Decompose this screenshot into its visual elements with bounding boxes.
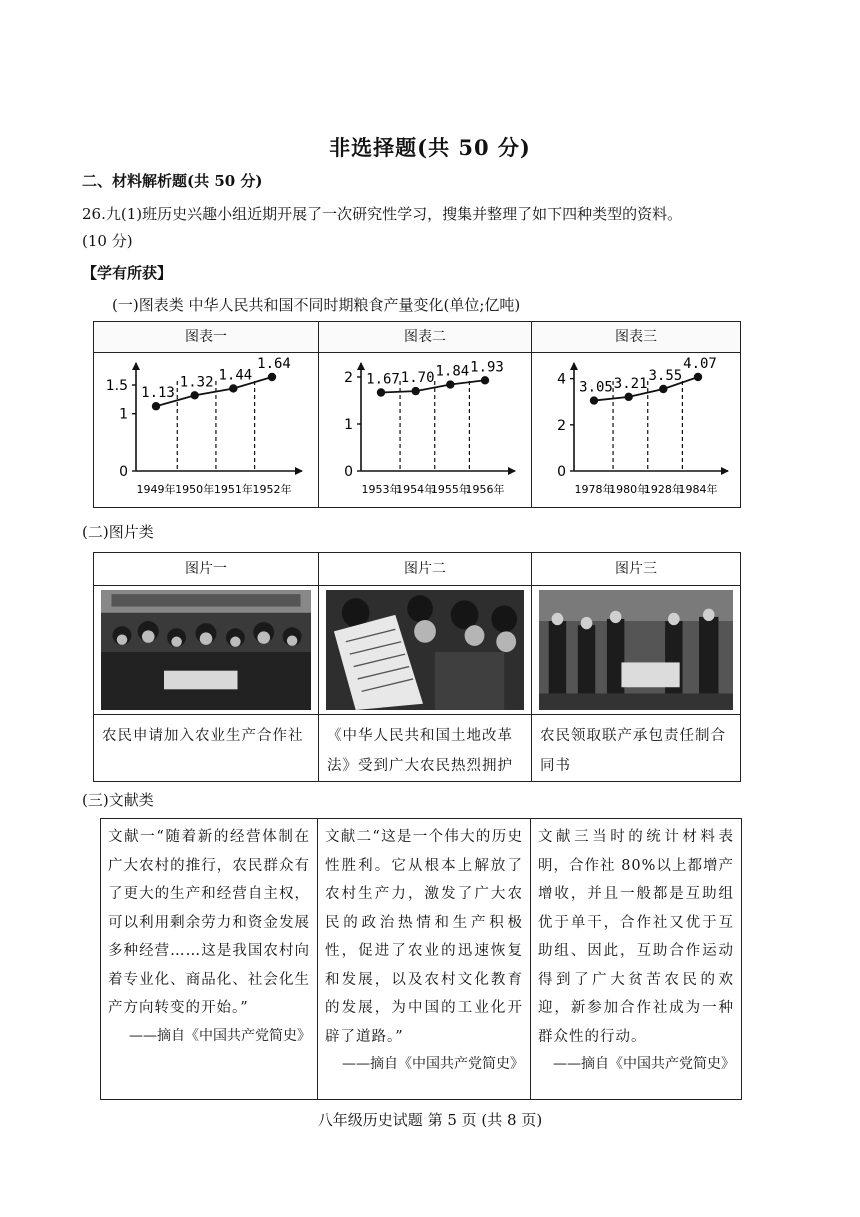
x-tick-label: 1952年 [252, 483, 292, 496]
y-tick-label: 1.5 [105, 378, 128, 395]
picture-header-1: 图片一 [185, 561, 227, 577]
line-chart-1 [94, 353, 316, 507]
data-label: 1.44 [218, 367, 253, 384]
x-axis-arrow [295, 467, 303, 475]
data-point [190, 391, 198, 399]
document-source-2: ——摘自《中国共产党简史》 [342, 1056, 524, 1072]
chart-cell-3 [532, 322, 741, 508]
y-tick-label: 1 [344, 417, 353, 433]
picture-frame-3 [532, 585, 740, 715]
line-chart-2 [319, 353, 529, 507]
x-tick-label: 1951年 [213, 483, 253, 496]
picture-caption-1: 农民申请加入农业生产合作社 [102, 728, 304, 744]
charts-table [93, 321, 741, 508]
x-tick-label: 1949年 [136, 483, 176, 496]
villagers-photo-icon [539, 590, 733, 710]
data-point [268, 373, 276, 381]
page-title: 非选择题(共 50 分) [329, 135, 531, 160]
data-point [624, 393, 632, 401]
picture-frame-2 [319, 585, 531, 715]
y-tick-label: 0 [344, 464, 353, 480]
data-point [377, 388, 385, 396]
data-point [481, 376, 489, 384]
data-label: 1.84 [435, 363, 470, 380]
x-tick-label: 1954年 [396, 483, 436, 496]
y-tick-label: 0 [119, 464, 128, 480]
y-tick-label: 2 [557, 417, 566, 434]
document-text-1: 文献一“随着新的经营体制在广大农村的推行，农民群众有了更大的生产和经营自主权，可以利用剩余劳力和资金发展多种经营……这是我国农村向着专业化、商品化、社会化生产方向转变的开始。” [108, 829, 310, 1016]
document-text-2: 文献二“这是一个伟大的历史性胜利。它从根本上解放了农村生产力，激发了广大农民的政治热情和生产积极性，促进了农业的迅速恢复和发展，以及农村文化教育的发展，为中国的工业化开辟了道路。” [325, 829, 523, 1045]
page-footer: 八年级历史试题 第 5 页 (共 8 页) [317, 1111, 543, 1129]
data-label: 1.70 [400, 370, 435, 387]
learn-heading: 【学有所获】 [82, 264, 173, 282]
y-axis-arrow [570, 362, 578, 370]
data-point [446, 380, 454, 388]
line-chart-3 [532, 353, 742, 507]
data-label: 3.21 [613, 375, 648, 392]
part1-heading: (一)图表类 中华人民共和国不同时期粮食产量变化(单位;亿吨) [112, 296, 521, 314]
picture-header-2: 图片二 [404, 561, 446, 577]
data-point [229, 384, 237, 392]
data-point [694, 373, 702, 381]
chart-header-1: 图表一 [94, 322, 318, 353]
data-label: 4.07 [683, 356, 717, 372]
x-axis-arrow [508, 467, 516, 475]
data-label: 3.55 [648, 368, 683, 385]
data-point [152, 402, 160, 410]
x-tick-label: 1956年 [465, 483, 505, 496]
chart-cell-1 [94, 322, 319, 508]
part3-heading: (三)文献类 [82, 791, 154, 809]
y-axis-arrow [357, 362, 365, 370]
picture-cell-2 [319, 553, 532, 782]
pictures-table [93, 552, 741, 782]
x-tick-label: 1928年 [643, 483, 683, 496]
section-heading: 二、材料解析题(共 50 分) [82, 172, 263, 190]
chart-header-3: 图表三 [532, 322, 740, 353]
x-tick-label: 1980年 [609, 483, 649, 496]
question-text: 26.九(1)班历史兴趣小组近期开展了一次研究性学习，搜集并整理了如下四种类型的资料。 [82, 205, 683, 223]
document-cell-3 [531, 819, 742, 1100]
data-point [659, 385, 667, 393]
chart-header-2: 图表二 [319, 322, 531, 353]
picture-cell-1 [94, 553, 319, 782]
y-axis-arrow [132, 362, 140, 370]
picture-cell-3 [532, 553, 741, 782]
data-label: 3.05 [579, 379, 613, 396]
x-axis-arrow [721, 467, 729, 475]
y-tick-label: 0 [557, 464, 566, 480]
y-tick-label: 4 [557, 371, 566, 388]
chart-cell-2 [319, 322, 532, 508]
crowd-photo-icon [101, 590, 311, 710]
data-point [590, 396, 598, 404]
data-point [411, 387, 419, 395]
data-label: 1.93 [470, 359, 504, 376]
picture-frame-1 [94, 585, 318, 715]
x-tick-label: 1955年 [430, 483, 470, 496]
picture-caption-3: 农民领取联产承包责任制合同书 [540, 728, 726, 774]
data-label: 1.13 [141, 385, 175, 402]
documents-table [100, 818, 742, 1100]
picture-header-3: 图片三 [615, 561, 657, 577]
newspaper-photo-icon [326, 590, 524, 710]
document-text-3: 文献三当时的统计材料表明，合作社 80%以上都增产增收，并且一般都是互助组优于单干，合作社又优于互助组、因此，互助合作运动得到了广大贫苦农民的欢迎，新参加合作社成为一种群众性的行动。 [538, 829, 734, 1045]
x-tick-label: 1950年 [175, 483, 215, 496]
y-tick-label: 1 [119, 406, 128, 423]
x-tick-label: 1953年 [361, 483, 401, 496]
x-tick-label: 1978年 [574, 483, 614, 496]
document-cell-2 [318, 819, 531, 1100]
document-source-3: ——摘自《中国共产党简史》 [553, 1056, 735, 1072]
data-label: 1.67 [366, 371, 400, 388]
y-tick-label: 2 [344, 370, 353, 386]
part2-heading: (二)图片类 [82, 523, 154, 541]
data-label: 1.64 [257, 356, 291, 372]
data-label: 1.32 [179, 374, 214, 391]
document-cell-1 [101, 819, 318, 1100]
x-tick-label: 1984年 [678, 483, 718, 496]
picture-caption-2: 《中华人民共和国土地改革法》受到广大农民热烈拥护 [327, 728, 513, 774]
document-source-1: ——摘自《中国共产党简史》 [129, 1027, 311, 1044]
question-score: (10 分) [82, 232, 133, 250]
